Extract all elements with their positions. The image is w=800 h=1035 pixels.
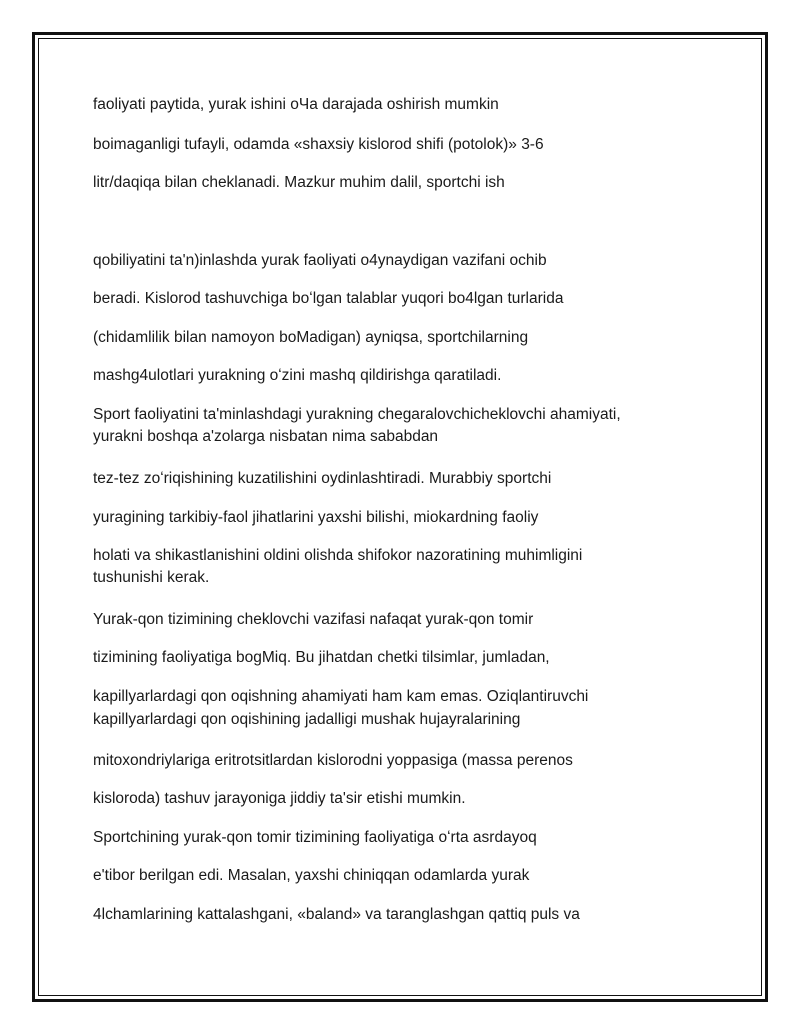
text-line: kisloroda) tashuv jarayoniga jiddiy ta'sir etishi mumkin. bbox=[93, 790, 466, 807]
text-line: faoliyati paytida, yurak ishini оЧа darajada oshirish mumkin bbox=[93, 96, 499, 113]
text-line: boimaganligi tufayli, odamda «shaxsiy kislorod shifi (potolok)» 3-6 bbox=[93, 136, 544, 153]
text-line: tushunishi kerak. bbox=[93, 569, 210, 586]
text-line: Sportchining yurak-qon tomir tizimining faoliyatiga oʻrta asrdayoq bbox=[93, 829, 537, 846]
text-line: mitoxondriylariga eritrotsitlardan kislorodni yoppasiga (massa perenos bbox=[93, 752, 573, 769]
text-line: tizimining faoliyatiga bogMiq. Bu jihatdan chetki tilsimlar, jumladan, bbox=[93, 649, 550, 666]
text-line: yurakni boshqa a'zolarga nisbatan nima sababdan bbox=[93, 428, 439, 445]
text-line: litr/daqiqa bilan cheklanadi. Mazkur muhim dalil, sportchi ish bbox=[93, 174, 505, 191]
text-line: (chidamlilik bilan namoyon boMadigan) ayniqsa, sportchilarning bbox=[93, 329, 529, 346]
text-line: holati va shikastlanishini oldini olishda shifokor nazoratining muhimligini bbox=[93, 547, 583, 564]
text-line: kapillyarlardagi qon oqishining jadalligi mushak hujayralarining bbox=[93, 711, 521, 728]
text-line: yuragining tarkibiy-faol jihatlarini yaxshi bilishi, miokardning faoliy bbox=[93, 509, 539, 526]
text-line: kapillyarlardagi qon oqishning ahamiyati ham kam emas. Oziqlantiruvchi bbox=[93, 688, 589, 705]
text-line: Sport faoliyatini ta'minlashdagi yurakning chegaralovchicheklovchi ahamiyati, bbox=[93, 406, 621, 423]
text-line: tez-tez zoʻriqishining kuzatilishini oydinlashtiradi. Murabbiy sportchi bbox=[93, 470, 552, 487]
text-line: mashg4ulotlari yurakning oʻzini mashq qildirishga qaratiladi. bbox=[93, 367, 502, 384]
text-line: beradi. Kislorod tashuvchiga boʻlgan talablar yuqori bo4lgan turlarida bbox=[93, 290, 564, 307]
text-line: e'tibor berilgan edi. Masalan, yaxshi chiniqqan odamlarda yurak bbox=[93, 867, 530, 884]
text-line: qobiliyatini ta'n)inlashda yurak faoliyati o4ynaydigan vazifani ochib bbox=[93, 252, 547, 269]
text-line: Yurak-qon tizimining cheklovchi vazifasi nafaqat yurak-qon tomir bbox=[93, 611, 534, 628]
text-line: 4lchamlarining kattalashgani, «baland» va taranglashgan qattiq puls va bbox=[93, 906, 580, 923]
